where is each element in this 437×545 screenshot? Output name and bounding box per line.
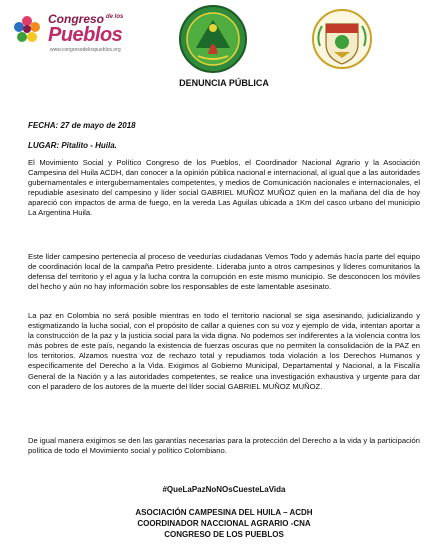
congreso-word: Congreso [48, 12, 105, 26]
paragraph-4: De igual manera exigimos se den las garantías necesarias para la protección del Derecho a la vida y la participación política de todo el Movimiento social y político Colombiano. [28, 436, 420, 456]
paragraph-1: El Movimiento Social y Político Congreso de los Pueblos, el Coordinador Nacional Agrario y la Asociación Campesina del Huila ACDH, dan conocer a la opinión pública nacional e internacional, al igual que a las autoridades gubernamentales e intergubernamentales competentes, y medios de Comunicación nacionales e internacionales, el repudiable asesinato del campesino y líder social GABRIEL MUÑOZ MUÑOZ quien en la mañana del día de hoy apareció con impactos de arma de fuego, en la vereda Las Aguilas ubicada a 1Km del casco urbano del municipio La Argentina Huila. [28, 158, 420, 218]
flower-icon [12, 14, 42, 44]
acdh-seal-icon [178, 4, 248, 74]
signature-cna: COORDINADOR NACCIONAL AGRARIO -CNA [137, 519, 311, 528]
pueblos-word: Pueblos [48, 24, 123, 46]
header-logos [0, 4, 437, 76]
hashtag: #QueLaPazNoNOsCuesteLaVida [162, 485, 286, 494]
congreso-url: www.congresodelospueblos.org [50, 47, 121, 53]
de-los-word: de los [106, 14, 124, 20]
cna-shield-icon [312, 6, 372, 72]
paragraph-3: La paz en Colombia no será posible mientras en todo el territorio nacional se siga asesinando, judicializando y estigmatizando la lucha social, con el propósito de callar a quienes con su voz y ejemplo de vida, intentan aportar a la construcción de la paz y la justicia social para la vida digna. No podemos ser indiferentes a la violencia contra los más pobres de este país, negando la existencia de fuerzas oscuras que no permiten la consolidación de la PAZ en los territorios. Alzamos nuestra voz de rechazo total y repudiamos toda violación a los Derechos Humanos y específicamente del Derecho a la Vida. Exigimos al Gobierno Municipal, Departamental y Nacional, a la Fiscalía General de la Nación y a las autoridades competentes, se realice una investigación exhaustiva y urgente para dar con el paradero de los autores de la muerte del líder social GABRIEL MUÑOZ MUÑOZ. [28, 311, 420, 391]
lugar-line: LUGAR: Pitalito - Huila. [28, 141, 117, 150]
congreso-de-los-pueblos-logo [12, 10, 132, 60]
signature-congreso: CONGRESO DE LOS PUEBLOS [164, 530, 284, 539]
document-title: DENUNCIA PÚBLICA [179, 78, 269, 88]
signature-acdh: ASOCIACIÓN CAMPESINA DEL HUILA – ACDH [135, 508, 313, 517]
fecha-line: FECHA: 27 de mayo de 2018 [28, 121, 136, 130]
paragraph-2: Este líder campesino pertenecía al proceso de veedurías ciudadanas Vemos Todo y además hacía parte del equipo de coordinación local de la campaña Petro presidente. Lideraba junto a otros campesinos y líderes comunitarios la defensa del territorio y el agua y la lucha contra la corrupción en este mismo municipio. Se desconocen los móviles del hecho y aún no hay información sobre los responsables de este lamentable asesinato. [28, 252, 420, 292]
